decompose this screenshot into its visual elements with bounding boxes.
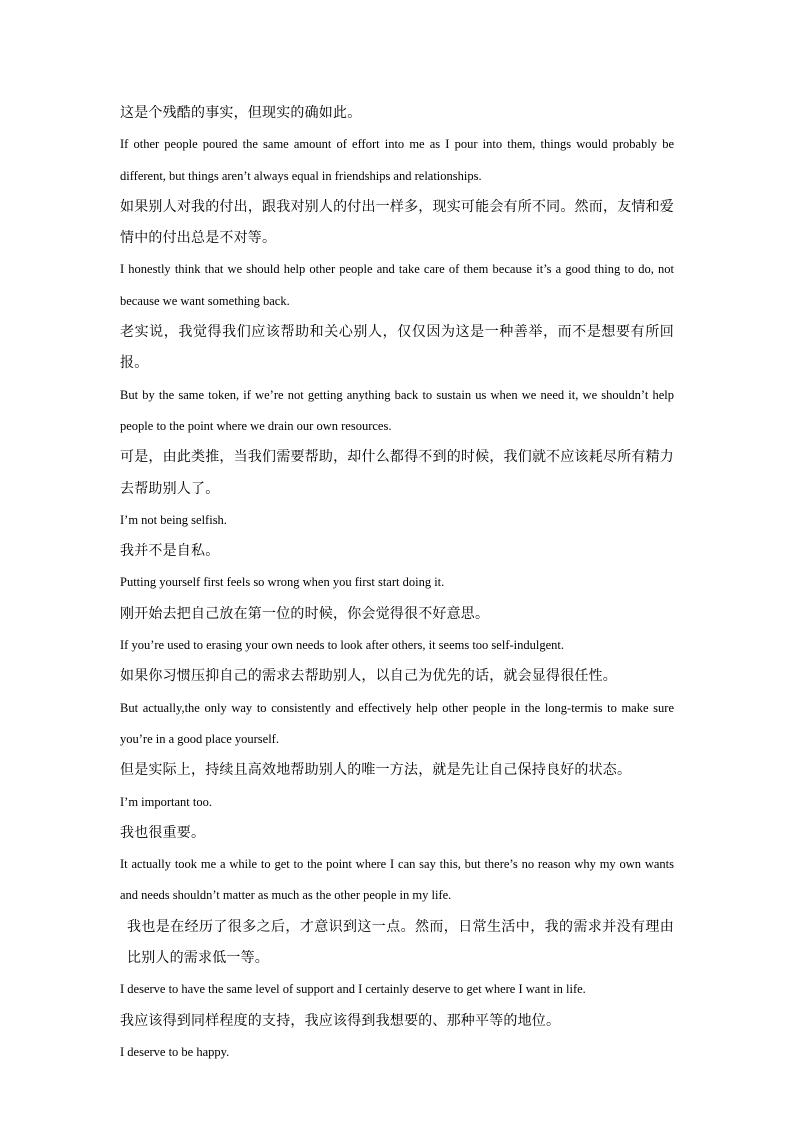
paragraph-cn: 老实说，我觉得我们应该帮助和关心别人，仅仅因为这是一种善举，而不是想要有所回报。 (120, 324, 674, 372)
paragraph-en: I’m not being selfish. (120, 512, 227, 527)
paragraph-en: If you’re used to erasing your own needs to look after others, it seems too self-indulgent. (120, 638, 564, 653)
paragraph-cn: 我也是在经历了很多之后，才意识到这一点。然而，日常生活中，我的需求并没有理由比别人的需求低一等。 (127, 918, 674, 967)
paragraph-en: But actually,the only way to consistently and effectively help other people in the long-termis to make sure you’re in a good place yourself. (120, 700, 674, 746)
paragraph-en: But by the same token, if we’re not getting anything back to sustain us when we need it, we shouldn’t help people to the point where we drain our own resources. (120, 387, 674, 433)
paragraph-en: I honestly think that we should help other people and take care of them because it’s a good thing to do, not because we want something back. (120, 262, 674, 308)
paragraph-cn: 这是个残酷的事实，但现实的确如此。 (120, 105, 362, 121)
paragraph-en: If other people poured the same amount of effort into me as I pour into them, things would probably be different, but things aren’t always equal in friendships and relationships. (120, 137, 674, 183)
paragraph-en: I deserve to have the same level of support and I certainly deserve to get where I want in life. (120, 982, 586, 997)
paragraph-cn: 但是实际上，持续且高效地帮助别人的唯一方法，就是先让自己保持良好的状态。 (120, 762, 632, 779)
document-body (120, 98, 674, 1068)
paragraph-en: I deserve to be happy. (120, 1044, 230, 1059)
paragraph-cn: 我也很重要。 (120, 824, 206, 841)
paragraph-cn: 可是，由此类推，当我们需要帮助，却什么都得不到的时候，我们就不应该耗尽所有精力去帮助别人了。 (120, 449, 674, 497)
paragraph-en: I’m important too. (120, 794, 212, 809)
paragraph-cn: 刚开始去把自己放在第一位的时候，你会觉得很不好意思。 (120, 605, 490, 622)
paragraph-cn: 我应该得到同样程度的支持，我应该得到我想要的、那种平等的地位。 (120, 1012, 561, 1029)
paragraph-en: Putting yourself first feels so wrong when you first start doing it. (120, 575, 445, 590)
paragraph-cn: 如果你习惯压抑自己的需求去帮助别人，以自己为优先的话，就会显得很任性。 (120, 668, 617, 685)
paragraph-en: It actually took me a while to get to the point where I can say this, but there’s no reason why my own wants and needs shouldn’t matter as much as the other people in my life. (120, 857, 674, 903)
paragraph-cn: 如果别人对我的付出，跟我对别人的付出一样多，现实可能会有所不同。然而，友情和爱情中的付出总是不对等。 (120, 198, 674, 247)
paragraph-cn: 我并不是自私。 (120, 543, 220, 560)
